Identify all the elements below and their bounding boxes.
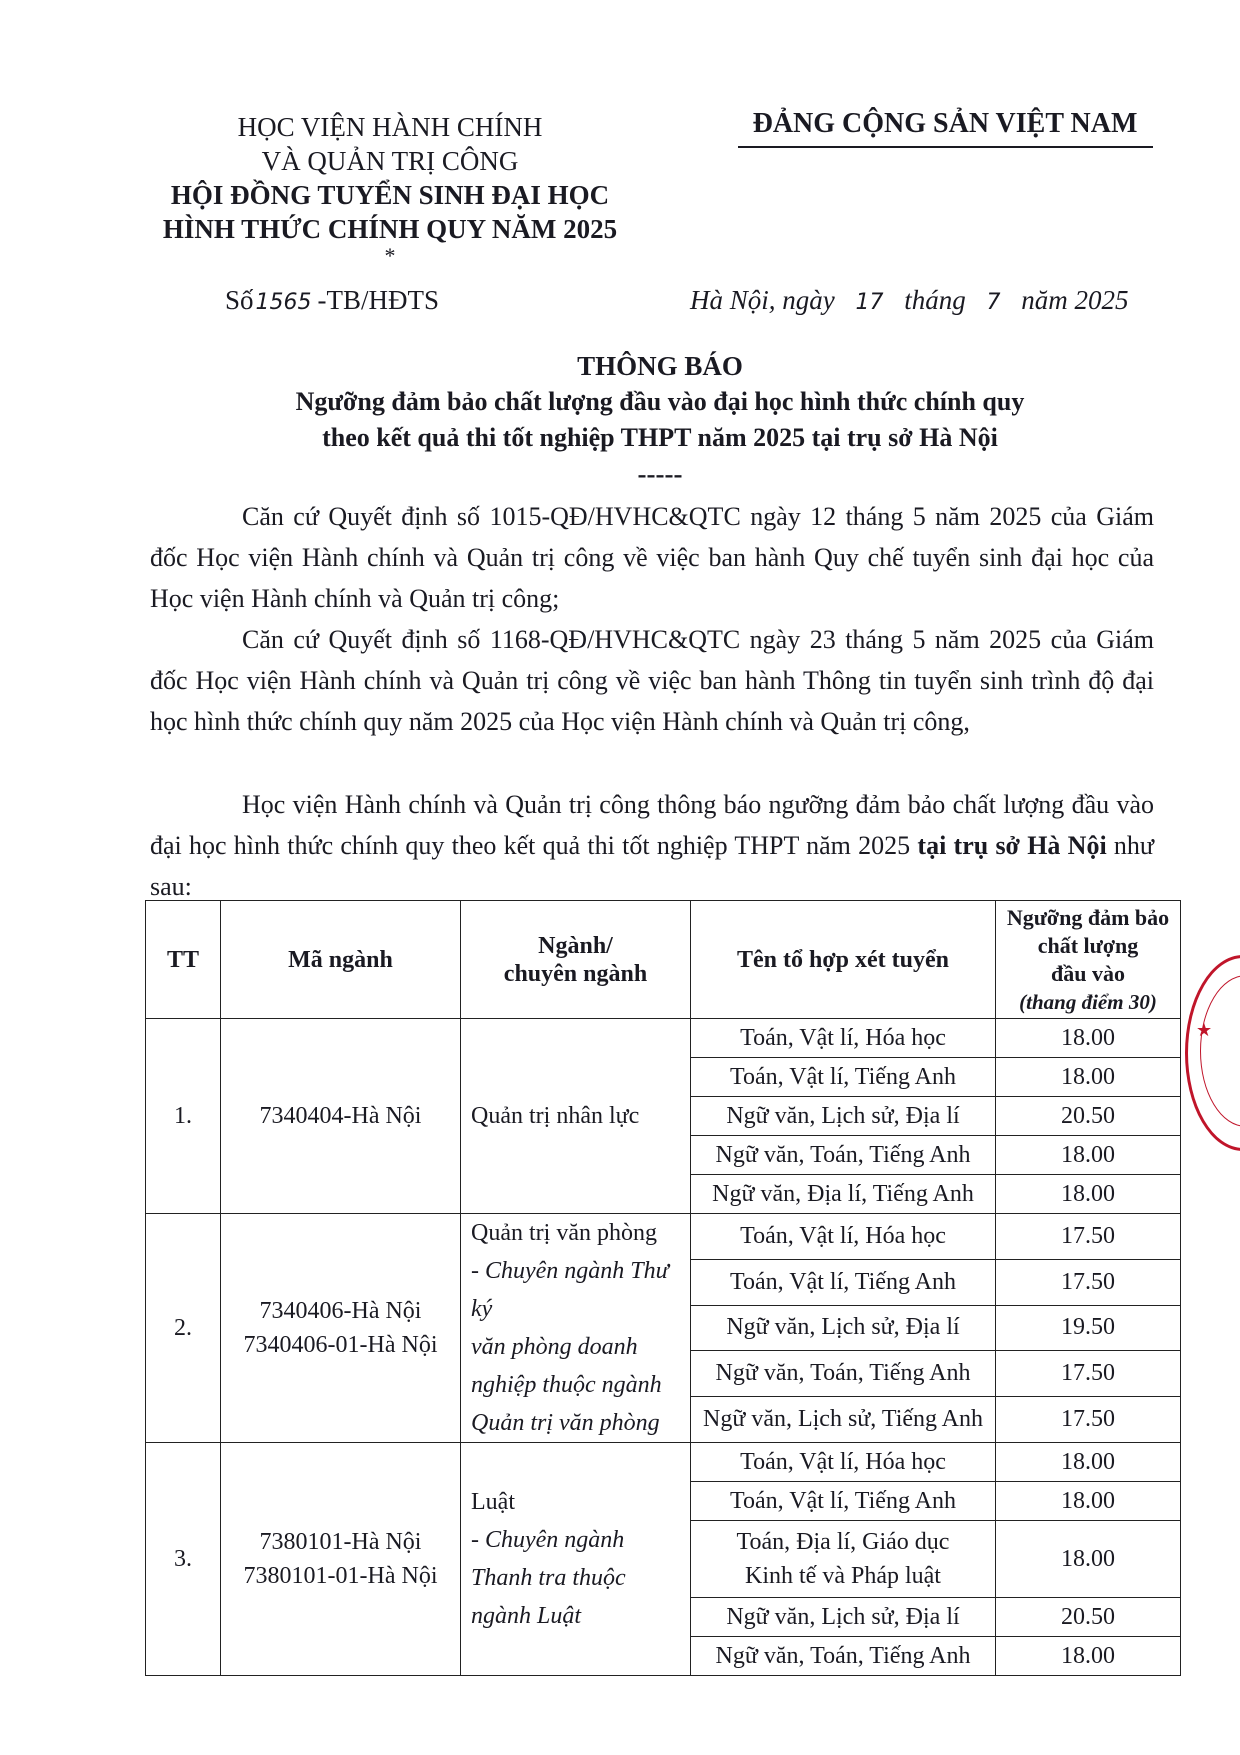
col-header-combo: Tên tổ hợp xét tuyển [691,901,996,1019]
cell-major [461,1214,691,1443]
specialization-code: 7340406-01-Hà Nội [243,1332,438,1358]
paragraph-announcement [150,784,1154,907]
specialization-line: ngành Luật [471,1603,582,1629]
cell-score: 20.50 [996,1598,1181,1637]
cell-tt: 2. [146,1214,221,1443]
cell-code [221,1214,461,1443]
col-header-code: Mã ngành [221,901,461,1019]
col-header-tt: TT [146,901,221,1019]
cell-score: 17.50 [996,1214,1181,1260]
notice-title: THÔNG BÁO [577,351,743,381]
cell-combo: Ngữ văn, Lịch sử, Địa lí [691,1097,996,1136]
date-year: năm 2025 [1021,285,1129,315]
cell-score: 18.00 [996,1482,1181,1521]
council-name-line-1: HỘI ĐỒNG TUYỂN SINH ĐẠI HỌC [170,180,610,210]
notice-subtitle-line-1: Ngưỡng đảm bảo chất lượng đầu vào đại học hình thức chính quy [295,387,1025,416]
cell-score: 20.50 [996,1097,1181,1136]
major-name: Quản trị nhân lực [471,1103,640,1129]
major-name: Quản trị văn phòng [471,1220,657,1246]
cell-code [221,1019,461,1214]
title-separator: ----- [637,459,683,489]
cell-combo: Ngữ văn, Toán, Tiếng Anh [691,1136,996,1175]
specialization-line: - Chuyên ngành [471,1527,625,1553]
col-header-major-line-1: Ngành/ [538,932,613,959]
col-header-major-line-2: chuyên ngành [503,960,648,987]
date-month-label: tháng [904,285,966,315]
cell-score: 19.50 [996,1305,1181,1351]
cell-combo: Ngữ văn, Toán, Tiếng Anh [691,1637,996,1676]
cell-combo: Toán, Vật lí, Hóa học [691,1214,996,1260]
col-header-threshold-line-3: đầu vào [1051,960,1125,986]
party-name: ĐẢNG CỘNG SẢN VIỆT NAM [752,108,1138,139]
major-code: 7340404-Hà Nội [259,1102,422,1129]
cell-combo: Ngữ văn, Lịch sử, Địa lí [691,1305,996,1351]
combo-line-1: Toán, Địa lí, Giáo dục [736,1529,950,1555]
table-row [146,1214,1181,1260]
cell-combo: Ngữ văn, Lịch sử, Địa lí [691,1598,996,1637]
major-code: 7340406-Hà Nội [259,1298,422,1324]
paragraph-announcement-text: Học viện Hành chính và Quản trị công thông báo ngưỡng đảm bảo chất lượng đầu vào đại học hình thức chính quy theo kết quả thi tốt nghiệp THPT năm 2025 [150,790,1154,860]
cell-score: 17.50 [996,1351,1181,1397]
issuing-body-block [150,110,630,266]
cell-major [461,1443,691,1676]
cell-combo: Ngữ văn, Địa lí, Tiếng Anh [691,1175,996,1214]
paragraph-announcement-bold: tại trụ sở Hà Nội [917,831,1107,860]
col-header-threshold-line-2: chất lượng [1037,932,1139,958]
specialization-code: 7380101-01-Hà Nội [243,1563,438,1589]
org-name-line-1: HỌC VIỆN HÀNH CHÍNH [237,112,543,142]
threshold-table [145,900,1181,1676]
notice-subtitle-line-2: theo kết quả thi tốt nghiệp THPT năm 2025 tại trụ sở Hà Nội [322,423,998,452]
council-name-line-2: HÌNH THỨC CHÍNH QUY NĂM 2025 [162,214,618,244]
cell-score: 18.00 [996,1637,1181,1676]
major-code: 7380101-Hà Nội [259,1529,422,1555]
specialization-line: văn phòng doanh [471,1334,638,1360]
party-underline [738,146,1153,148]
col-header-major [461,901,691,1019]
cell-tt: 3. [146,1443,221,1676]
cell-combo: Ngữ văn, Lịch sử, Tiếng Anh [691,1397,996,1443]
major-name: Luật [471,1489,515,1515]
cell-combo: Toán, Vật lí, Hóa học [691,1443,996,1482]
cell-score: 18.00 [996,1058,1181,1097]
specialization-line: Quản trị văn phòng [471,1410,660,1436]
cell-tt: 1. [146,1019,221,1214]
cell-score: 18.00 [996,1175,1181,1214]
document-date [690,285,1129,316]
party-heading [730,108,1160,148]
cell-score: 18.00 [996,1443,1181,1482]
paragraph-basis-2-text: Căn cứ Quyết định số 1168-QĐ/HVHC&QTC ngày 23 tháng 5 năm 2025 của Giám đốc Học viện Hành chính và Quản trị công về việc ban hành Thông tin tuyển sinh trình độ đại học hình thức chính quy năm 2025 của Học viện Hành chính và Quản trị công, [150,625,1154,736]
date-month: 7 [986,290,1001,315]
paragraph-announcement-end: như sau: [150,831,1155,901]
specialization-line: Thanh tra thuộc [471,1565,626,1591]
org-name-line-2: VÀ QUẢN TRỊ CÔNG [261,146,519,176]
cell-combo: Ngữ văn, Toán, Tiếng Anh [691,1351,996,1397]
date-place: Hà Nội, ngày [690,285,835,315]
paragraph-basis-2 [150,619,1154,742]
cell-score: 18.00 [996,1019,1181,1058]
cell-score: 17.50 [996,1259,1181,1305]
specialization-line: - Chuyên ngành Thư ký [471,1258,669,1322]
specialization-line: nghiệp thuộc ngành [471,1372,662,1398]
col-header-threshold-scale: (thang điểm 30) [1019,989,1157,1014]
cell-code [221,1443,461,1676]
cell-combo: Toán, Vật lí, Tiếng Anh [691,1482,996,1521]
document-number [225,285,439,316]
date-day: 17 [855,290,884,315]
col-header-threshold [996,901,1181,1019]
cell-combo: Toán, Vật lí, Tiếng Anh [691,1259,996,1305]
star-separator: * [384,243,396,268]
cell-major [461,1019,691,1214]
cell-score: 18.00 [996,1136,1181,1175]
cell-combo: Toán, Vật lí, Tiếng Anh [691,1058,996,1097]
doc-number-suffix: -TB/HĐTS [317,285,440,315]
cell-combo: Toán, Vật lí, Hóa học [691,1019,996,1058]
combo-line-2: Kinh tế và Pháp luật [745,1563,941,1589]
col-header-threshold-line-1: Ngưỡng đảm bảo [1006,904,1170,930]
notice-title-block [150,348,1170,492]
cell-combo [691,1521,996,1598]
cell-score: 17.50 [996,1397,1181,1443]
doc-number-prefix: Số [225,285,254,315]
paragraph-basis-1 [150,496,1154,619]
table-row [146,1443,1181,1482]
doc-number-handwritten: 1565 [255,290,312,315]
table-row [146,1019,1181,1058]
seal-star-icon: ★ [1196,1020,1213,1040]
cell-score: 18.00 [996,1521,1181,1598]
paragraph-basis-1-text: Căn cứ Quyết định số 1015-QĐ/HVHC&QTC ngày 12 tháng 5 năm 2025 của Giám đốc Học viện Hành chính và Quản trị công về việc ban hành Quy chế tuyển sinh đại học của Học viện Hành chính và Quản trị công; [150,502,1154,613]
